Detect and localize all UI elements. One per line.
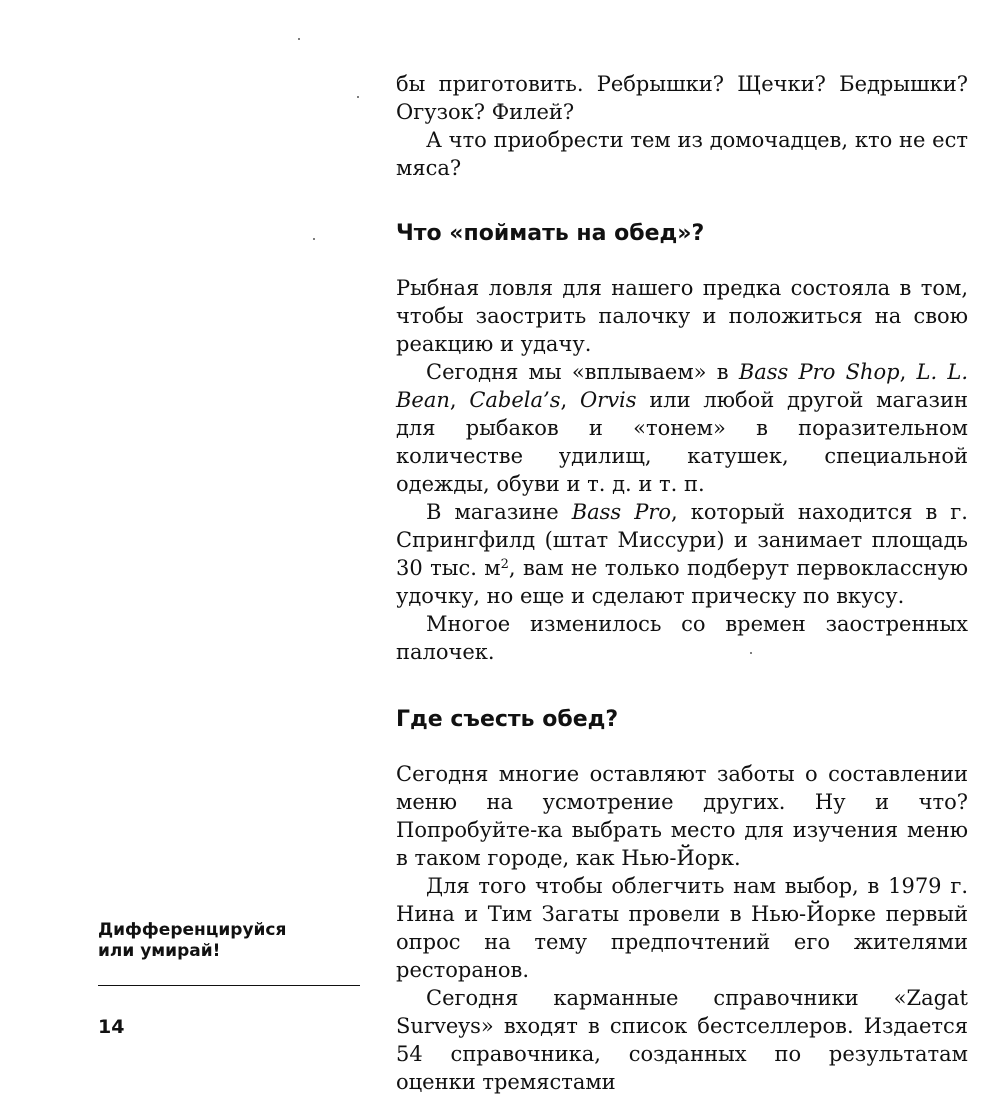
paragraph: В магазине Bass Pro, который находится в г. Спрингфилд (штат Миссури) и занимает площадь 30 тыс. $м^2$, вам не только подберут первоклассную удочку, но еще и сделают прическу по вкусу. bbox=[396, 500, 968, 608]
scan-speck bbox=[357, 96, 359, 98]
section-heading: Что «поймать на обед»? bbox=[396, 221, 705, 246]
divider bbox=[98, 985, 360, 986]
paragraph: Сегодня мы «вплываем» в Bass Pro Shop, L. L. Bean, Cabela’s, Orvis или любой другой магазин для рыбаков и «тонем» в поразительном количестве удилищ, катушек, специальной одежды, обуви и т. д. и т. п. bbox=[396, 360, 969, 496]
paragraph: Многое изменилось со времен заостренных палочек. bbox=[396, 612, 968, 664]
scan-speck bbox=[313, 238, 315, 240]
main-text-column bbox=[396, 70, 968, 1096]
paragraph: Сегодня многие оставляют заботы о составлении меню на усмотрение других. Ну и что? Попробуйте-ка выбрать место для изучения меню в таком городе, как Нью-Йорк. bbox=[396, 762, 968, 870]
paragraph: Сегодня карманные справочники «Zagat Surveys» входят в список бестселлеров. Издается 54 справочника, созданных по результатам оценки тремястами bbox=[396, 986, 968, 1094]
paragraph: Для того чтобы облегчить нам выбор, в 1979 г. Нина и Тим Загаты провели в Нью-Йорке первый опрос на тему предпочтений его жителями ресторанов. bbox=[396, 874, 968, 982]
running-title-line: или умирай! bbox=[98, 941, 221, 961]
paragraph: бы приготовить. Ребрышки? Щечки? Бедрышки? Огузок? Филей? bbox=[396, 72, 968, 124]
page-number: 14 bbox=[98, 1016, 125, 1038]
running-title bbox=[98, 920, 360, 962]
paragraph: А что приобрести тем из домочадцев, кто не ест мяса? bbox=[396, 128, 968, 180]
running-title-line: Дифференцируйся bbox=[98, 920, 287, 940]
paragraph: Рыбная ловля для нашего предка состояла в том, чтобы заострить палочку и положиться на свою реакцию и удачу. bbox=[396, 276, 968, 356]
scan-speck bbox=[298, 38, 300, 40]
section-heading: Где съесть обед? bbox=[396, 707, 619, 732]
